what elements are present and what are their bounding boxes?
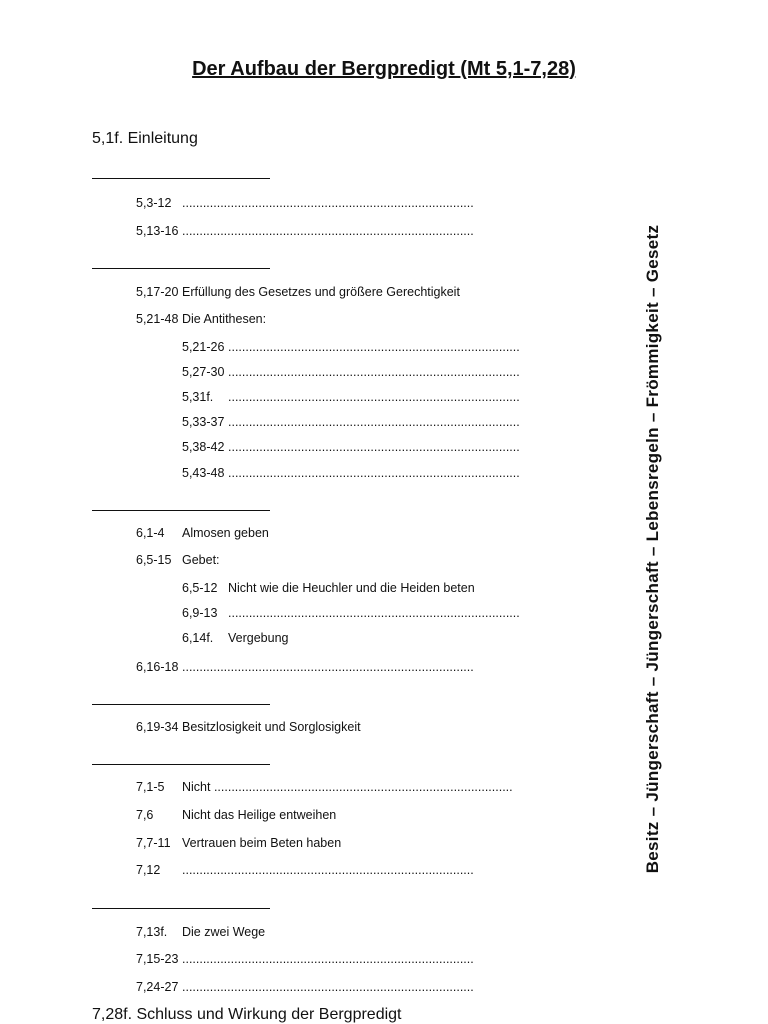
outline-subrow: 5,33-37 .................................................................................... (182, 415, 520, 429)
outline-subrow: 6,5-12 Nicht wie die Heuchler und die Heiden beten (182, 581, 475, 595)
outline-subrow: 5,21-26 .................................................................................... (182, 340, 520, 354)
outline-row: 7,13f. Die zwei Wege (136, 925, 266, 939)
outline-subrow: 6,14f. Vergebung (182, 631, 289, 645)
outline-subrow: 5,27-30 .................................................................................... (182, 365, 520, 379)
outline-row: 5,13-16 .................................................................................... (136, 224, 474, 238)
outline-row: 7,15-23 .................................................................................... (136, 952, 474, 966)
vertical-theme-label (636, 178, 670, 920)
blank-heading-line (92, 764, 270, 765)
page-title: Der Aufbau der Bergpredigt (Mt 5,1-7,28) (192, 58, 576, 80)
outline-subrow: 6,9-13 .................................................................................... (182, 606, 520, 620)
outline-row: 5,21-48 Die Antithesen: (136, 312, 267, 326)
section-intro: 5,1f. Einleitung (92, 130, 198, 147)
outline-row: 7,6 Nicht das Heilige entweihen (136, 808, 337, 822)
outline-row: 7,1-5 Nicht ...................................................................................... (136, 780, 513, 794)
outline-row: 7,12 .................................................................................... (136, 863, 474, 877)
outline-row: 6,1-4 Almosen geben (136, 526, 269, 540)
outline-subrow: 5,31f. .................................................................................... (182, 390, 520, 404)
outline-row: 6,16-18 .................................................................................... (136, 660, 474, 674)
blank-heading-line (92, 704, 270, 705)
outline-row: 7,24-27 .................................................................................... (136, 980, 474, 994)
theme-text: Besitz – Jüngerschaft – Jüngerschaft – Lebensregeln – Frömmigkeit – Gesetz (643, 224, 662, 874)
outline-subrow: 5,38-42 .................................................................................... (182, 440, 520, 454)
outline-row: 5,3-12 .................................................................................... (136, 196, 474, 210)
blank-heading-line (92, 268, 270, 269)
outline-subrow: 5,43-48 .................................................................................... (182, 466, 520, 480)
blank-heading-line (92, 178, 270, 179)
section-outro: 7,28f. Schluss und Wirkung der Bergpredigt (92, 1006, 402, 1023)
outline-row: 7,7-11 Vertrauen beim Beten haben (136, 836, 342, 850)
blank-heading-line (92, 510, 270, 511)
outline-row: 6,19-34 Besitzlosigkeit und Sorglosigkeit (136, 720, 361, 734)
outline-row: 5,17-20 Erfüllung des Gesetzes und größere Gerechtigkeit (136, 285, 460, 299)
outline-row: 6,5-15 Gebet: (136, 553, 220, 567)
blank-heading-line (92, 908, 270, 909)
